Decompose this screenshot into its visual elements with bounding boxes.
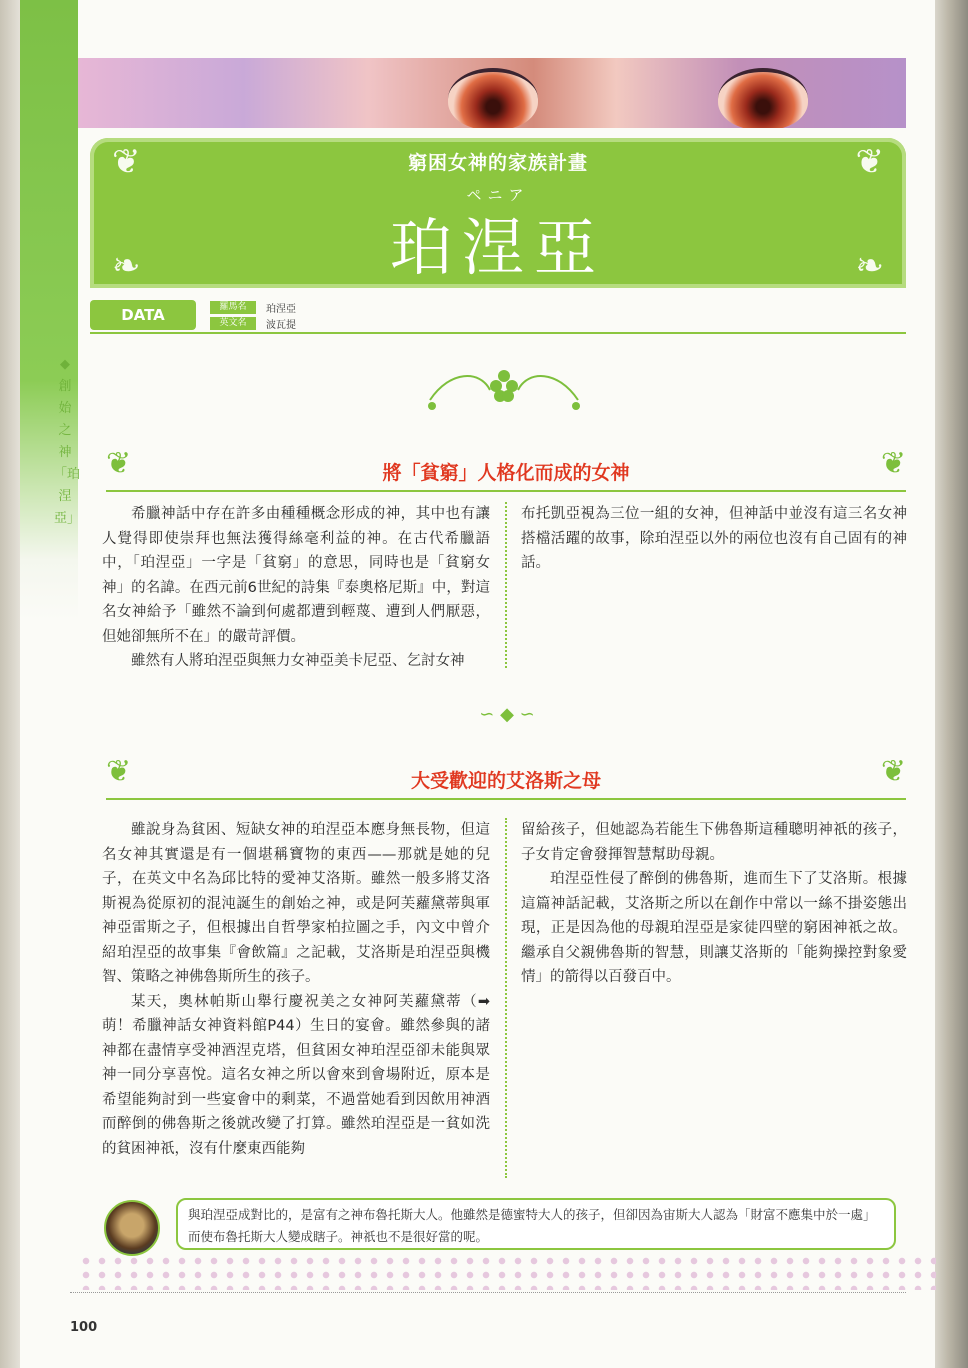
data-box — [90, 298, 906, 334]
heading-swirl-icon: ❦ — [106, 446, 132, 481]
corner-swirl-icon: ❧ — [112, 246, 141, 286]
paragraph: 雖說身為貧困、短缺女神的珀涅亞本應身無長物，但這名女神其實還是有一個堪稱寶物的東西——那就是她的兒子，在英文中名為邱比特的愛神艾洛斯。雖然一般多將艾洛斯視為從原初的混沌誕生的創始之神，或是阿芙蘿黛蒂與軍神亞雷斯之子，但根據出自哲學家柏拉圖之手，內文中曾介紹珀涅亞的故事集『會飲篇』之記載，艾洛斯是珀涅亞與機智、策略之神佛魯斯所生的孩子。 — [102, 822, 490, 985]
title-panel — [90, 138, 906, 288]
footer-rule — [70, 1292, 906, 1293]
left-eye-image — [448, 68, 538, 128]
section-heading-1 — [106, 446, 906, 492]
paragraph: 布托凱亞視為三位一組的女神，但神話中並沒有這三名女神搭檔活躍的故事，除珀涅亞以外的兩位也沒有自己固有的神話。 — [521, 506, 907, 571]
section-2-right-column — [521, 818, 907, 990]
paragraph: 珀涅亞性侵了醉倒的佛魯斯，進而生下了艾洛斯。根據這篇神話記載，艾洛斯之所以在創作中常以一絲不掛姿態出現，正是因為他的母親珀涅亞是家徒四壁的窮困神祇之故。繼承自父親佛魯斯的智慧，則讓艾洛斯的「能夠操控對象愛情」的箭得以百發百中。 — [521, 871, 907, 985]
section-heading-2 — [106, 754, 906, 800]
section-title: 將「貧窮」人格化而成的女神 — [382, 462, 630, 484]
chapter-side-label: ◆創始之神「珀涅亞」 — [54, 357, 81, 526]
heading-swirl-icon: ❦ — [880, 754, 906, 789]
paragraph: 雖然有人將珀涅亞與無力女神亞美卡尼亞、乞討女神 — [131, 653, 465, 669]
data-field — [210, 300, 296, 315]
page-number: 100 — [70, 1320, 98, 1335]
paragraph: 某天，奧林帕斯山舉行慶祝美之女神阿芙蘿黛蒂（➡萌！希臘神話女神資料館P44）生日的宴會。雖然參與的諸神都在盡情享受神酒涅克塔，但貧困女神珀涅亞卻未能與眾神一同分享喜悅。這名女神之所以會來到會場附近，原本是希望能夠討到一些宴會中的剩菜，不過當她看到因飲用神酒而醉倒的佛魯斯之後就改變了打算。雖然珀涅亞是一貧如洗的貧困神祇，沒有什麼東西能夠 — [102, 993, 490, 1157]
paragraph: 希臘神話中存在許多由種種概念形成的神，其中也有讓人覺得即使崇拜也無法獲得絲毫利益的神。在古代希臘語中，「珀涅亞」一字是「貧窮」的意思，同時也是「貧窮女神」的名諱。在西元前6世紀的詩集『泰奧格尼斯』中，對這名女神給予「雖然不論到何處都遭到輕蔑、遭到人們厭惡，但她卻無所不在」的嚴苛評價。 — [102, 506, 490, 645]
right-eye-image — [718, 68, 808, 128]
heading-swirl-icon: ❦ — [880, 446, 906, 481]
page-left-edge — [0, 0, 20, 1368]
polka-dot-border — [78, 1254, 936, 1290]
corner-swirl-icon: ❦ — [112, 142, 141, 182]
page-right-edge — [935, 0, 968, 1368]
data-value: 波瓦提 — [266, 320, 296, 331]
section-title: 大受歡迎的艾洛斯之母 — [410, 770, 601, 792]
green-side-strip — [20, 0, 81, 1368]
character-eyes-banner — [78, 58, 906, 128]
divider-ornament-icon: ∽ ◆ ∽ — [479, 704, 535, 725]
page-title: 珀涅亞 — [389, 211, 606, 284]
data-fields — [210, 300, 296, 332]
comment-bubble: 與珀涅亞成對比的，是富有之神布魯托斯大人。他雖然是德蜜特大人的孩子，但卻因為宙斯大人認為「財富不應集中於一處」而使布魯托斯大人變成瞎子。神祇也不是很好當的呢。 — [176, 1198, 896, 1250]
data-value: 珀涅亞 — [266, 304, 296, 315]
data-field — [210, 316, 296, 331]
clover-ornament-icon — [420, 360, 588, 416]
data-badge: DATA — [90, 300, 196, 330]
corner-swirl-icon: ❧ — [855, 246, 884, 286]
mascot-avatar — [104, 1200, 160, 1256]
corner-swirl-icon: ❦ — [855, 142, 884, 182]
section-1-left-column — [102, 502, 490, 674]
paragraph: 留給孩子，但她認為若能生下佛魯斯這種聰明神祇的孩子，子女肯定會發揮智慧幫助母親。 — [521, 822, 907, 863]
section-1-right-column — [521, 502, 907, 576]
data-key: 羅馬名 — [210, 301, 256, 314]
section-2-left-column — [102, 818, 490, 1161]
heading-swirl-icon: ❦ — [106, 754, 132, 789]
title-kana: ペニア — [466, 186, 530, 204]
data-key: 英文名 — [210, 317, 256, 330]
column-divider — [505, 818, 507, 1178]
column-divider — [505, 502, 507, 668]
page-subtitle: 窮困女神的家族計畫 — [407, 152, 588, 174]
